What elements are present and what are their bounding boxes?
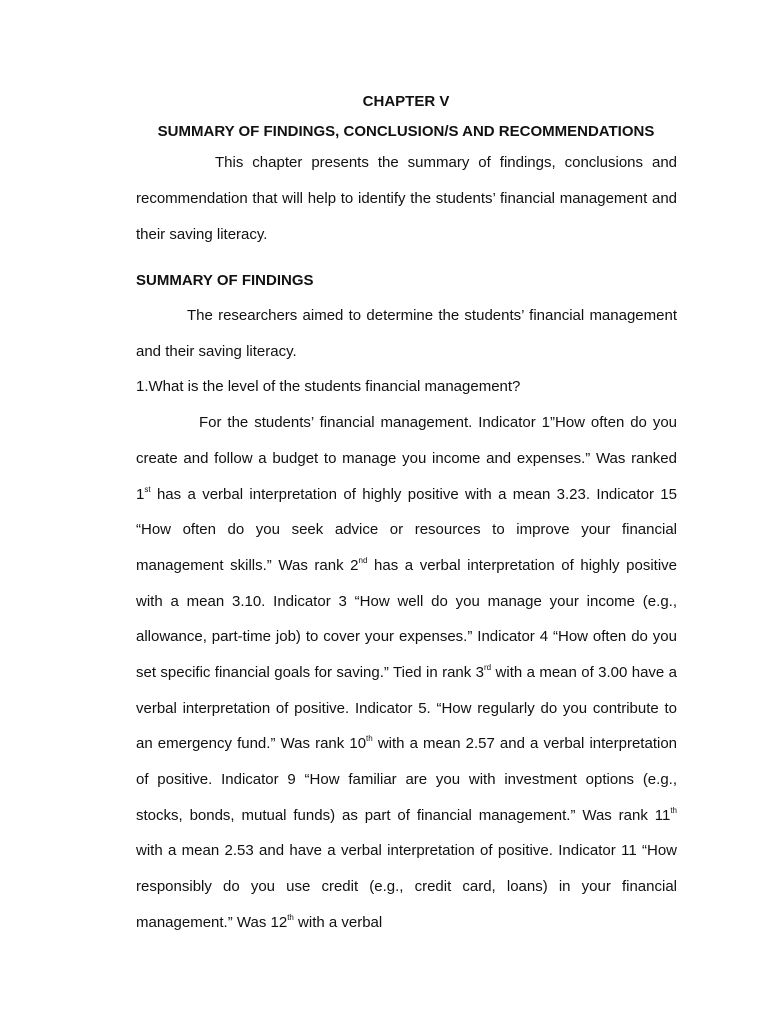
text-segment: responsibly do you use credit (e.g., credit card, loans) in your financial bbox=[136, 878, 677, 895]
text-line bbox=[136, 914, 677, 932]
text-segment: management skills.” Was rank 2 bbox=[136, 557, 359, 574]
text-line bbox=[136, 450, 677, 468]
text-segment: with a mean 2.53 and have a verbal interpretation of positive. Indicator 11 “How bbox=[136, 842, 677, 859]
text-line bbox=[199, 414, 677, 432]
text-segment: an emergency fund.” Was rank 10 bbox=[136, 735, 367, 752]
text-segment: has a verbal interpretation of highly positive bbox=[367, 557, 677, 574]
chapter-title: CHAPTER V bbox=[362, 93, 450, 110]
text-segment: create and follow a budget to manage you income and expenses.” Was ranked bbox=[136, 450, 677, 467]
text-line bbox=[187, 307, 677, 325]
text-segment: with a mean of 3.00 have a bbox=[491, 664, 677, 681]
text-segment: with a verbal bbox=[293, 914, 383, 931]
text-segment: their saving literacy. bbox=[136, 226, 268, 243]
text-segment: and their saving literacy. bbox=[136, 343, 297, 360]
ordinal-superscript: th bbox=[670, 806, 677, 815]
text-segment: management.” Was 12 bbox=[136, 914, 288, 931]
ordinal-superscript: nd bbox=[358, 556, 368, 565]
text-line bbox=[136, 343, 677, 361]
text-segment: verbal interpretation of positive. Indicator 5. “How regularly do you contribute to bbox=[136, 700, 677, 717]
text-line bbox=[215, 154, 677, 172]
text-segment: stocks, bonds, mutual funds) as part of financial management.” Was rank 11 bbox=[136, 807, 671, 824]
text-line bbox=[136, 226, 677, 244]
text-line bbox=[136, 557, 677, 575]
text-line bbox=[136, 700, 677, 718]
ordinal-superscript: rd bbox=[484, 663, 492, 672]
text-segment: with a mean 3.10. Indicator 3 “How well do you manage your income (e.g., bbox=[136, 593, 677, 610]
text-segment: of positive. Indicator 9 “How familiar are you with investment options (e.g., bbox=[136, 771, 677, 788]
text-line bbox=[136, 878, 677, 896]
text-line bbox=[136, 807, 677, 825]
section-heading: SUMMARY OF FINDINGS bbox=[136, 272, 314, 289]
text-segment: with a mean 2.57 and a verbal interpretation bbox=[372, 735, 678, 752]
ordinal-superscript: th bbox=[287, 913, 294, 922]
text-segment: 1 bbox=[136, 486, 145, 503]
text-line bbox=[136, 842, 677, 860]
text-segment: This chapter presents the summary of findings, conclusions and bbox=[215, 154, 677, 171]
text-segment: allowance, part-time job) to cover your expenses.” Indicator 4 “How often do you bbox=[136, 628, 677, 645]
text-line bbox=[136, 628, 677, 646]
text-segment: has a verbal interpretation of highly positive with a mean 3.23. Indicator 15 bbox=[150, 486, 677, 503]
text-segment: The researchers aimed to determine the students’ financial management bbox=[187, 307, 677, 324]
text-segment: 1.What is the level of the students financial management? bbox=[136, 378, 521, 395]
text-line bbox=[136, 664, 677, 682]
text-segment: For the students’ financial management. Indicator 1”How often do you bbox=[199, 414, 677, 431]
text-line bbox=[136, 735, 677, 753]
text-line bbox=[136, 521, 677, 539]
text-line bbox=[136, 190, 677, 208]
text-line bbox=[136, 486, 677, 504]
chapter-subtitle: SUMMARY OF FINDINGS, CONCLUSION/S AND RECOMMENDATIONS bbox=[157, 123, 655, 140]
text-segment: recommendation that will help to identify the students’ financial management and bbox=[136, 190, 677, 207]
text-segment: set specific financial goals for saving.” Tied in rank 3 bbox=[136, 664, 485, 681]
text-line bbox=[136, 771, 677, 789]
ordinal-superscript: st bbox=[144, 485, 151, 494]
text-line bbox=[136, 378, 677, 396]
ordinal-superscript: th bbox=[366, 734, 373, 743]
text-line bbox=[136, 593, 677, 611]
text-segment: “How often do you seek advice or resources to improve your financial bbox=[136, 521, 677, 538]
